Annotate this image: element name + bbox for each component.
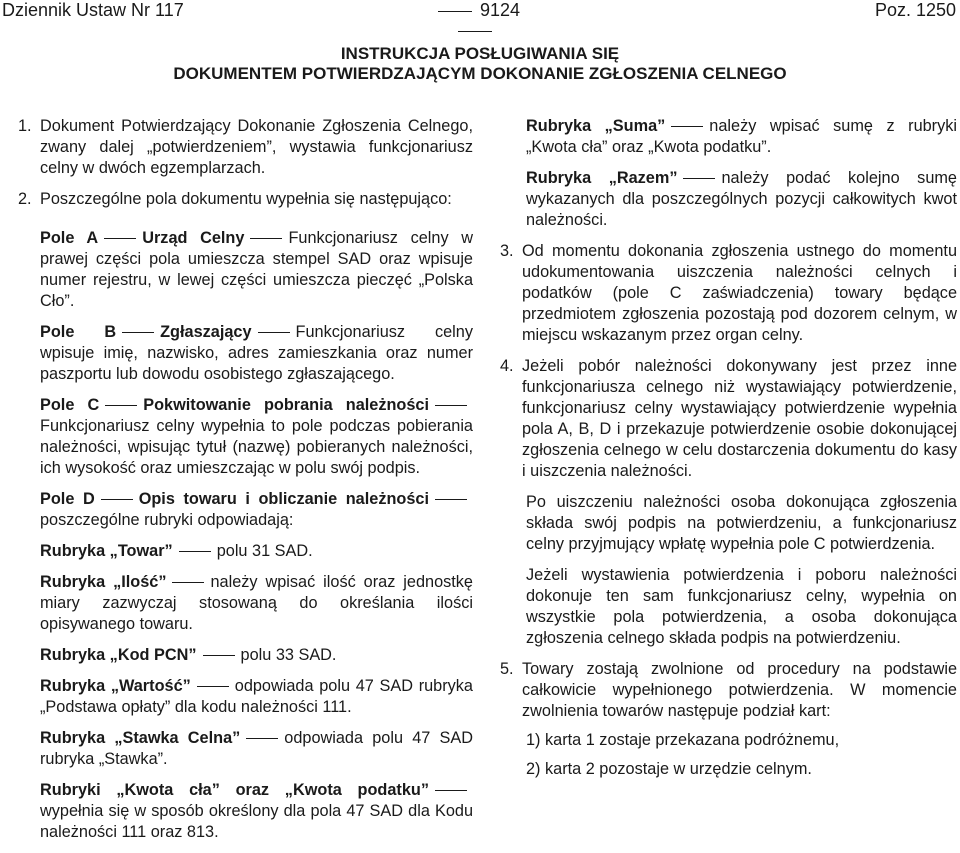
rubric-ilosc-text: należy wpisać ilość oraz jednostkę miary zazwyczaj stosowaną do określania ilości opisywanego towaru. [40,573,473,633]
rubric-suma-text: należy wpisać sumę z rubryki „Kwota cła” oraz „Kwota podatku”. [526,117,957,156]
field-d-name: Opis towaru i obliczanie należności [138,490,429,508]
paragraph-4-sub-a: Po uiszczeniu należności osoba dokonująca zgłoszenia składa swój podpis na potwierdzeniu, a funkcjonariusz celny przyjmujący wpłatę wypełnia pole C potwierdzenia. [526,493,957,553]
field-b [18,322,473,385]
rubric-kwota-head: Rubryki „Kwota cła” oraz „Kwota podatku” [40,781,429,799]
page-header [0,0,960,22]
field-b-name: Zgłaszający [160,323,252,341]
card-2-item: 2) karta 2 pozostaje w urzędzie celnym. [526,760,812,778]
rubric-wartosc [18,676,473,718]
field-d-text: poszczególne rubryki odpowiadają: [40,511,294,529]
rubric-wartosc-head: Rubryka „Wartość” [40,677,191,695]
rubric-stawka-text: odpowiada polu 47 SAD rubryka „Stawka”. [40,729,473,768]
field-a-name: Urząd Celny [142,229,245,247]
field-c-text: Funkcjonariusz celny wypełnia to pole podczas pobierania należności, wpisując tytuł (nazwę) pobieranych należności, ich wysokość oraz umieszczając w polu swój podpis. [40,417,473,477]
paragraph-1-text: Dokument Potwierdzający Dokonanie Zgłoszenia Celnego, zwany dalej „potwierdzeniem”, wystawia funkcjonariusz celny w dwóch egzemplarzach. [40,117,473,177]
page-number-text: 9124 [479,0,521,20]
rubric-suma [500,116,957,158]
paragraph-2-number: 2. [18,190,32,208]
rubric-kod-pcn [18,645,473,666]
dash-left [438,11,472,12]
right-column [500,116,957,788]
field-d-head: Pole D [40,490,95,508]
paragraph-3-text: Od momentu dokonania zgłoszenia ustnego do momentu udokumentowania uiszczenia należności celnych i podatków (pole C zaświadczenia) towary będące przedmiotem zgłoszenia pozostają pod dozorem celnym, w miejscu wskazanym przez organ celny. [522,242,957,344]
title-line-1: INSTRUKCJA POSŁUGIWANIA SIĘ [340,44,620,63]
rubric-stawka [18,728,473,770]
rubric-stawka-head: Rubryka „Stawka Celna” [40,729,241,747]
rubric-razem [500,168,957,231]
paragraph-5 [500,659,957,722]
document-title [0,44,960,84]
rubric-towar-head: Rubryka „Towar” [40,542,173,560]
rubric-kwota [18,780,473,843]
card-1-item: 1) karta 1 zostaje przekazana podróżnemu, [526,731,840,749]
position-number: Poz. 1250 [874,0,956,20]
field-c-name: Pokwitowanie pobrania należności [143,396,429,414]
paragraph-1 [18,116,473,179]
paragraph-3 [500,241,957,346]
rubric-kod-pcn-text: polu 33 SAD. [240,646,337,664]
rubric-ilosc [18,572,473,635]
journal-name: Dziennik Ustaw Nr 117 [2,0,184,20]
field-b-head: Pole B [40,323,117,341]
paragraph-5-number: 5. [500,660,514,678]
page-number [410,0,540,40]
paragraph-4-text: Jeżeli pobór należności dokonywany jest przez inne funkcjonariusza celnego niż wystawiający potwierdzenie, funkcjonariusz celny wystawiający potwierdzenie wypełnia pola A, B, D i przekazuje potwierdzenie osobie dokonującej zgłoszenia celnego w celu dostarczenia dokumentu do kasy i uiszczenia należności. [522,357,957,480]
rubric-kwota-text: wypełnia się w sposób określony dla pola 47 SAD dla Kodu należności 111 oraz 813. [40,802,473,841]
paragraph-3-number: 3. [500,242,514,260]
field-d [18,489,473,531]
paragraph-2-text: Poszczególne pola dokumentu wypełnia się następująco: [40,190,452,208]
paragraph-2 [18,189,473,210]
field-b-text: Funkcjonariusz celny wpisuje imię, nazwisko, adres zamieszkania oraz numer paszportu lub dowodu osobistego zgłaszającego. [40,323,473,383]
field-a-head: Pole A [40,229,99,247]
dash-right [458,31,492,32]
rubric-razem-head: Rubryka „Razem” [526,169,678,187]
left-column [18,116,473,853]
rubric-razem-text: należy podać kolejno sumę wykazanych dla poszczególnych pozycji całkowitych kwot należności. [526,169,957,229]
paragraph-4 [500,356,957,482]
field-a-text: Funkcjonariusz celny w prawej części pola umieszcza stempel SAD oraz wpisuje numer rejestru, w lewej części umieszcza pieczęć „Polska Cło”. [40,229,474,310]
rubric-ilosc-head: Rubryka „Ilość” [40,573,167,591]
rubric-towar-text: polu 31 SAD. [216,542,313,560]
paragraph-4-sub-b: Jeżeli wystawienia potwierdzenia i poboru należności dokonuje ten sam funkcjonariusz celny, wypełnia on wszystkie pola potwierdzenia, a osoba dokonująca zgłoszenia celnego składa podpis na potwierdzeniu. [526,566,957,647]
title-line-2: DOKUMENTEM POTWIERDZAJĄCYM DOKONANIE ZGŁOSZENIA CELNEGO [173,64,787,83]
field-a [18,228,473,312]
rubric-suma-head: Rubryka „Suma” [526,117,666,135]
paragraph-4-number: 4. [500,357,514,375]
paragraph-1-number: 1. [18,117,32,135]
rubric-towar [18,541,473,562]
field-c-head: Pole C [40,396,100,414]
rubric-kod-pcn-head: Rubryka „Kod PCN” [40,646,197,664]
rubric-wartosc-text: odpowiada polu 47 SAD rubryka „Podstawa opłaty” dla kodu należności 111. [40,677,473,716]
paragraph-5-text: Towary zostają zwolnione od procedury na podstawie całkowicie wypełnionego potwierdzenia. W momencie zwolnienia towarów następuje podział kart: [522,660,957,720]
field-c [18,395,473,479]
